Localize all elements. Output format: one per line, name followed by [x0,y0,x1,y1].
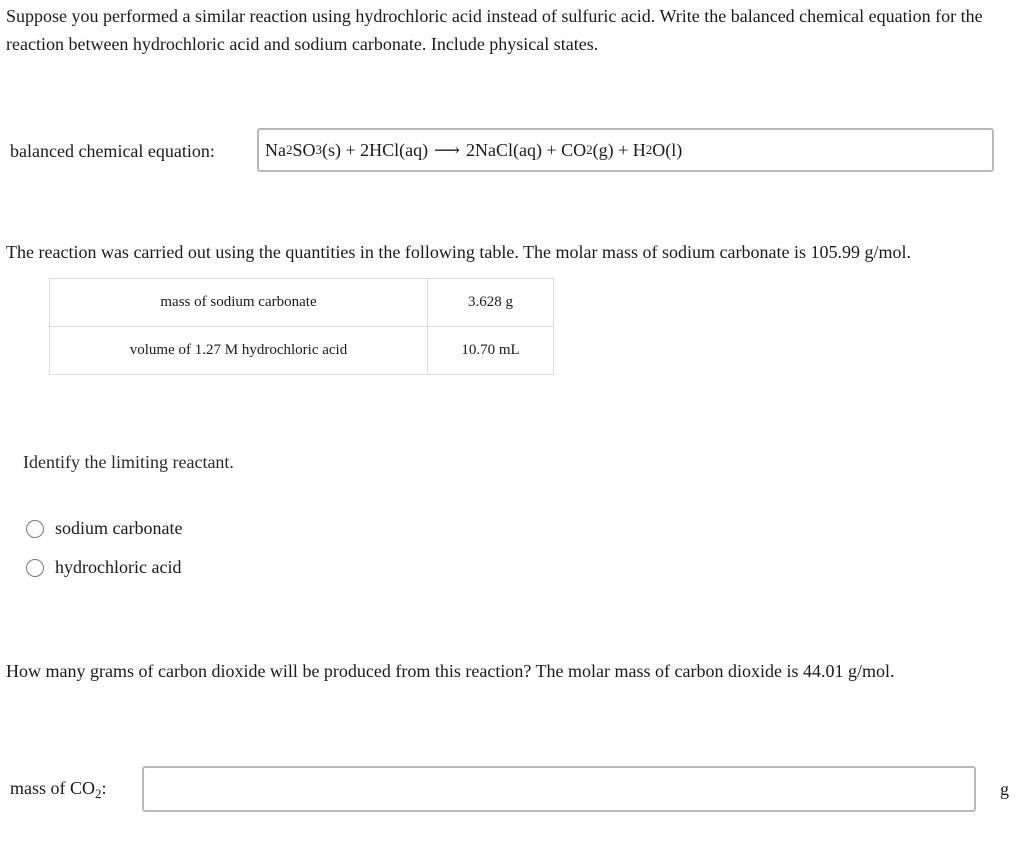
reaction-arrow-icon: ⟶ [434,139,460,160]
option-label: hydrochloric acid [55,557,182,577]
table-cell-label: mass of sodium carbonate [50,279,428,327]
table-cell-value: 3.628 g [428,279,554,327]
equation-text-5: (g) + H [592,139,646,160]
limiting-reactant-question: Identify the limiting reactant. [23,452,234,472]
table-cell-value: 10.70 mL [428,327,554,375]
mass-label-subscript: 2 [95,786,102,801]
equation-text-4: 2NaCl(aq) + CO [465,139,587,160]
quantities-prompt: The reaction was carried out using the quantities in the following table. The molar mass of sodium carbonate is 105.99 g/mol. [6,242,911,262]
question-intro: Suppose you performed a similar reaction using hydrochloric acid instead of sulfuric acid. Write the balanced chemical equation for the reaction between hydrochloric acid and sodium carbonate. Include physical states. [6,6,983,54]
option-sodium-carbonate[interactable] [26,518,182,539]
mass-co2-label [10,775,107,801]
table-row [50,327,554,375]
equation-text-1: Na [265,139,286,160]
mass-co2-input[interactable] [142,766,976,812]
option-label: sodium carbonate [55,518,183,538]
co2-question: How many grams of carbon dioxide will be produced from this reaction? The molar mass of carbon dioxide is 44.01 g/mol. [6,661,895,681]
mass-label-colon: : [101,778,107,798]
equation-answer-field[interactable]: Na 2 SO 3 (s) + 2HCl(aq) ⟶ 2NaCl(aq) + CO 2 (g) + H 2 O(l) [257,128,994,172]
option-hydrochloric-acid[interactable] [26,557,181,578]
quantities-table [49,278,554,375]
mass-label-text: mass of CO [10,778,95,798]
equation-text-2: SO [292,139,316,160]
equation-label: balanced chemical equation: [10,141,215,161]
equation-text-3: (s) + 2HCl(aq) [322,139,429,160]
radio-button[interactable] [26,520,44,538]
table-cell-label: volume of 1.27 M hydrochloric acid [50,327,428,375]
table-row [50,279,554,327]
equation-text-6: O(l) [652,139,683,160]
radio-button[interactable] [26,559,44,577]
mass-unit-label: g [1000,779,1009,799]
